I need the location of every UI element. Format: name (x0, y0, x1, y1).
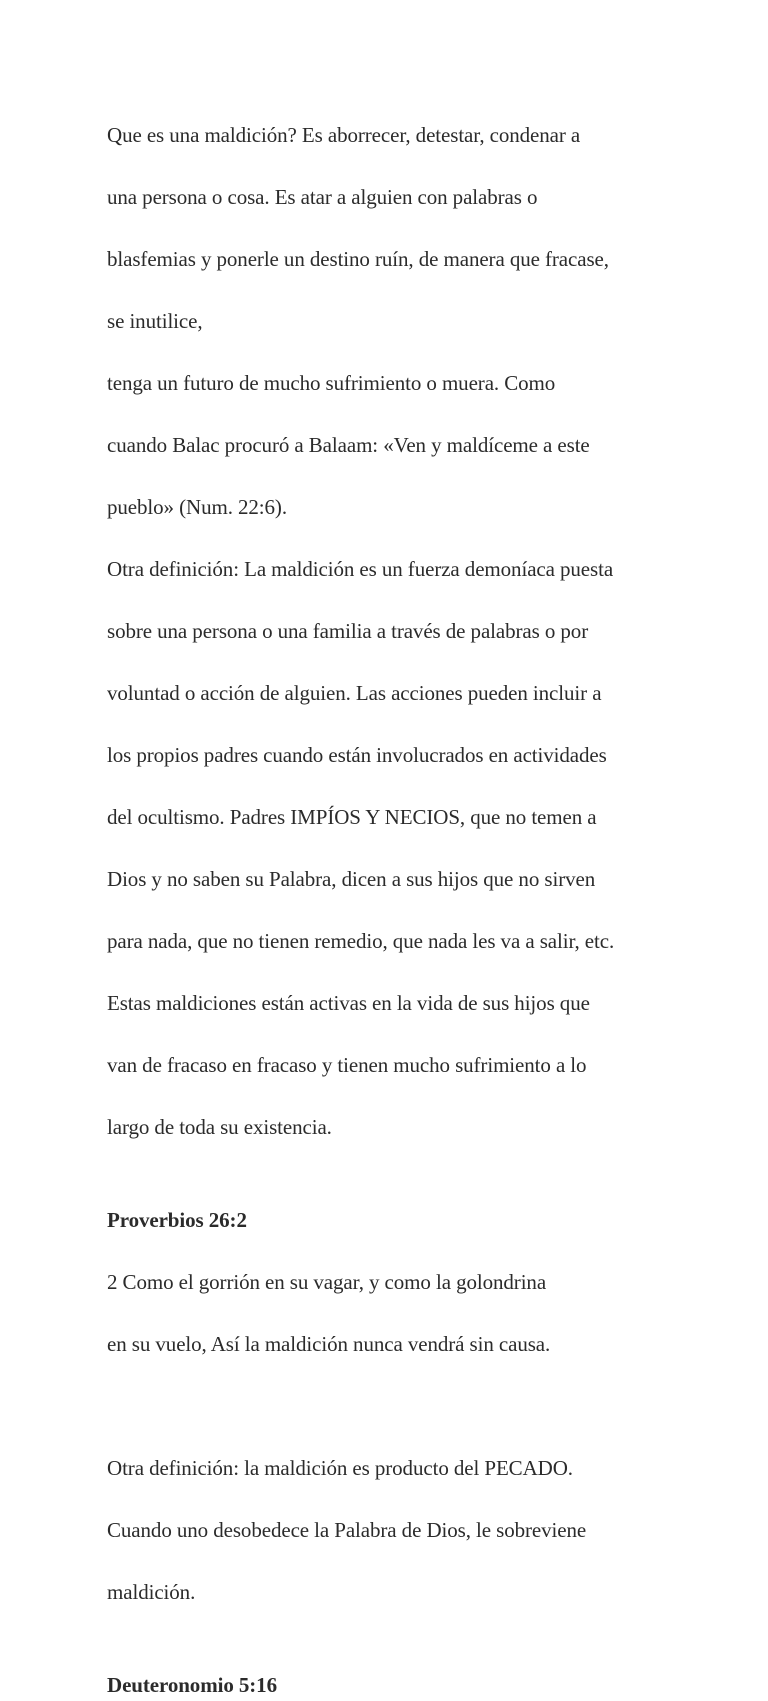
text-line: en su vuelo, Así la maldición nunca vendrá sin causa. (107, 1332, 551, 1356)
document-page (107, 89, 687, 1701)
paragraph-gap (107, 1174, 687, 1205)
heading-deuteronomio: Deuteronomio 5:16 (107, 1673, 277, 1697)
text-line: cuando Balac procuró a Balaam: «Ven y maldíceme a este (107, 433, 590, 457)
text-line: se inutilice, (107, 309, 203, 333)
text-line: para nada, que no tienen remedio, que nada les va a salir, etc. (107, 929, 615, 953)
text-line: blasfemias y ponerle un destino ruín, de manera que fracase, (107, 247, 609, 271)
paragraph-pecado (107, 1422, 687, 1639)
text-line: Que es una maldición? Es aborrecer, detestar, condenar a (107, 123, 581, 147)
paragraph-gap (107, 1391, 687, 1422)
text-line: Otra definición: la maldición es producto del PECADO. (107, 1456, 573, 1480)
text-line: van de fracaso en fracaso y tienen mucho sufrimiento a lo (107, 1053, 587, 1077)
text-line: pueblo» (Num. 22:6). (107, 495, 287, 519)
text-line: Dios y no saben su Palabra, dicen a sus hijos que no sirven (107, 867, 596, 891)
text-line: Cuando uno desobedece la Palabra de Dios, le sobreviene (107, 1518, 587, 1542)
text-line: maldición. (107, 1580, 196, 1604)
text-line: voluntad o acción de alguien. Las acciones pueden incluir a (107, 681, 602, 705)
paragraph-gap (107, 1639, 687, 1670)
text-line: tenga un futuro de mucho sufrimiento o muera. Como (107, 371, 556, 395)
text-line: una persona o cosa. Es atar a alguien con palabras o (107, 185, 538, 209)
heading-proverbios: Proverbios 26:2 (107, 1208, 247, 1232)
text-line: sobre una persona o una familia a través de palabras o por (107, 619, 589, 643)
verse-proverbios (107, 1236, 687, 1391)
text-line: los propios padres cuando están involucrados en actividades (107, 743, 607, 767)
text-line: Otra definición: La maldición es un fuerza demoníaca puesta (107, 557, 614, 581)
text-line: 2 Como el gorrión en su vagar, y como la golondrina (107, 1270, 547, 1294)
text-line: Estas maldiciones están activas en la vida de sus hijos que (107, 991, 590, 1015)
text-line: largo de toda su existencia. (107, 1115, 332, 1139)
text-line: del ocultismo. Padres IMPÍOS Y NECIOS, que no temen a (107, 805, 597, 829)
paragraph-definition (107, 89, 687, 1174)
